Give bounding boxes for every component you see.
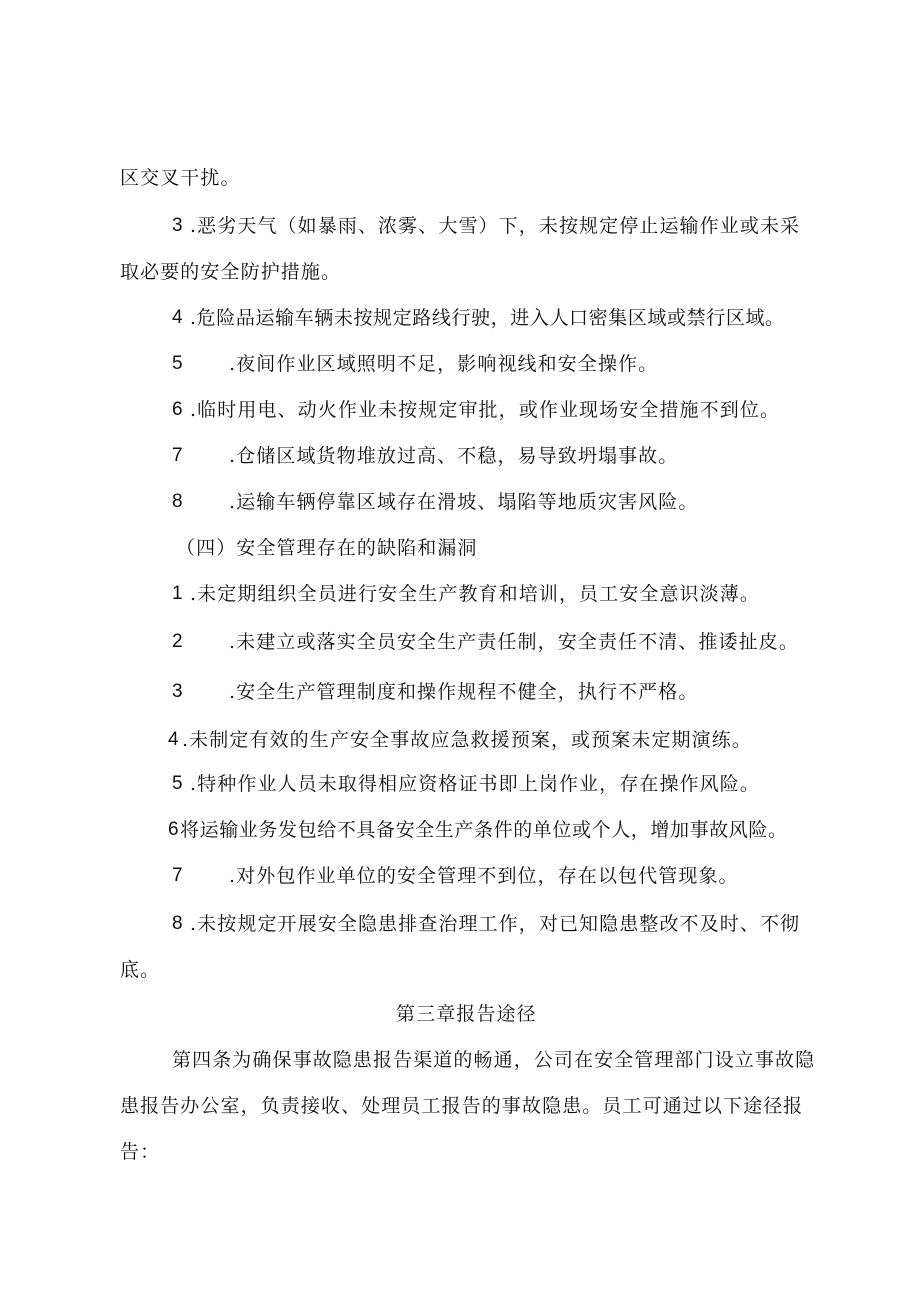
paragraph-line: 告： <box>120 1141 161 1163</box>
list-item-text: .未定期组织全员进行安全生产教育和培训，员工安全意识淡薄。 <box>190 583 760 605</box>
item-number: 8 <box>172 491 183 512</box>
list-item-text: .运输车辆停靠区域存在滑坡、塌陷等地质灾害风险。 <box>229 491 699 513</box>
item-number: 5 <box>172 773 183 794</box>
item-number: 6 <box>172 399 183 420</box>
section-heading: （四）安全管理存在的缺陷和漏洞 <box>176 537 478 559</box>
item-number: 7 <box>172 445 183 466</box>
item-number: 2 <box>172 631 183 652</box>
item-number: 3 <box>172 215 183 236</box>
item-number: 4 <box>172 307 183 328</box>
item-number: 6 <box>168 819 179 840</box>
list-item-text: .未制定有效的生产安全事故应急救援预案，或预案未定期演练。 <box>182 729 752 751</box>
paragraph-line: 第四条为确保事故隐患报告渠道的畅通，公司在安全管理部门设立事故隐 <box>172 1049 816 1071</box>
paragraph-line: 患报告办公室，负责接收、处理员工报告的事故隐患。员工可通过以下途径报 <box>120 1095 804 1117</box>
item-number: 8 <box>172 913 183 934</box>
item-number: 1 <box>172 583 183 604</box>
item-number: 5 <box>172 353 183 374</box>
list-item-text: .仓储区域货物堆放过高、不稳，易导致坍塌事故。 <box>229 445 679 467</box>
item-number: 4 <box>168 729 179 750</box>
list-item-text: .危险品运输车辆未按规定路线行驶，进入人口密集区域或禁行区域。 <box>190 307 785 329</box>
list-item-text: .特种作业人员未取得相应资格证书即上岗作业，存在操作风险。 <box>190 773 760 795</box>
list-item-text: 底。 <box>120 959 161 981</box>
list-item-text: .夜间作业区域照明不足，影响视线和安全操作。 <box>229 353 659 375</box>
list-item-text: .临时用电、动火作业未按规定审批，或作业现场安全措施不到位。 <box>190 399 781 421</box>
list-item-text: 将运输业务发包给不具备安全生产条件的单位或个人，增加事故风险。 <box>180 819 788 841</box>
continuation-line: 区交叉干扰。 <box>120 167 241 189</box>
list-item-text: .未按规定开展安全隐患排查治理工作，对已知隐患整改不及时、不彻 <box>190 913 801 935</box>
item-number: 3 <box>172 681 183 702</box>
list-item-text: 取必要的安全防护措施。 <box>120 261 342 283</box>
list-item-text: .未建立或落实全员安全生产责任制，安全责任不清、推诿扯皮。 <box>229 631 799 653</box>
list-item-text: .安全生产管理制度和操作规程不健全，执行不严格。 <box>229 681 699 703</box>
item-number: 7 <box>172 865 183 886</box>
list-item-text: .对外包作业单位的安全管理不到位，存在以包代管现象。 <box>229 865 739 887</box>
list-item-text: .恶劣天气（如暴雨、浓雾、大雪）下，未按规定停止运输作业或未采 <box>190 215 801 237</box>
chapter-title: 第三章报告途径 <box>396 1003 537 1025</box>
